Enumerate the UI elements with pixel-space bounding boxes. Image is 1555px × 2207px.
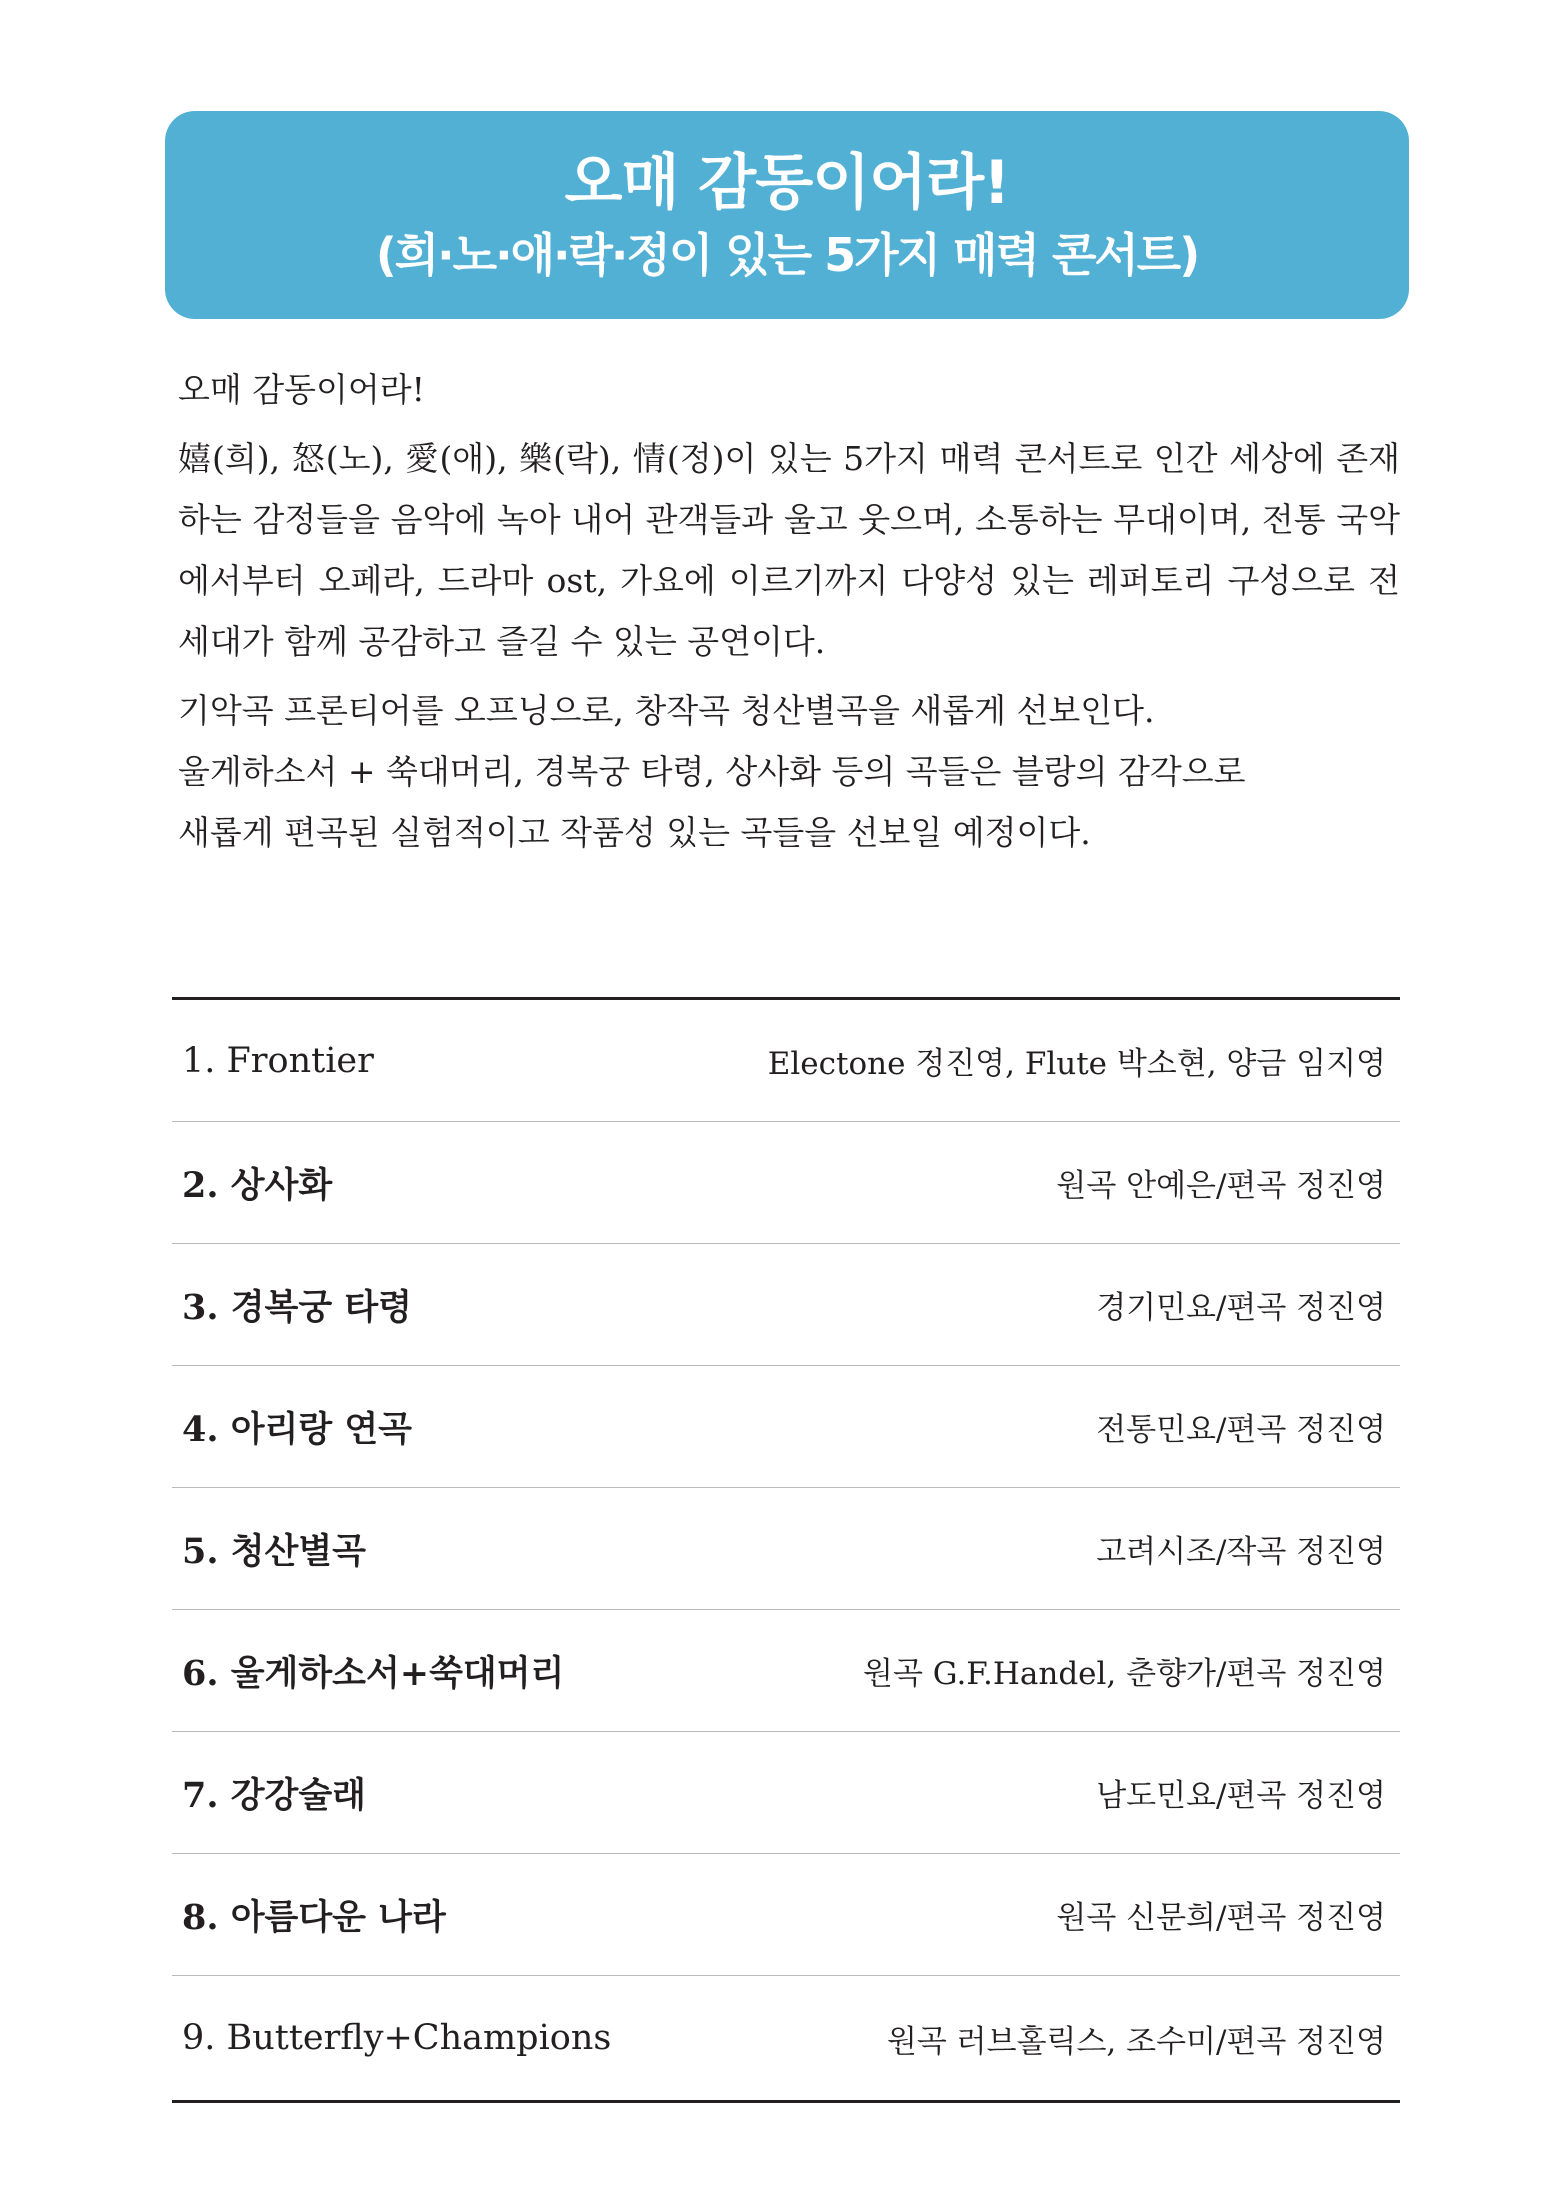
intro-paragraph-1: 嬉(희), 怒(노), 愛(애), 樂(락), 情(정)이 있는 5가지 매력 콘서트로 인간 세상에 존재하는 감정들을 음악에 녹아 내어 관객들과 울고 웃으며, 소통하는 무대이며, 전통 국악에서부터 오페라, 드라마 ost, 가요에 이르기까지 다양성 있는 레퍼토리 구성으로 전 세대가 함께 공감하고 즐길 수 있는 공연이다. [178, 439, 1400, 661]
intro-paragraph-2-line: 기악곡 프론티어를 오프닝으로, 창작곡 청산별곡을 새롭게 선보인다. [178, 691, 1155, 730]
intro-section [178, 360, 1400, 863]
program-title: 1. Frontier [182, 1040, 374, 1081]
program-row [172, 1732, 1400, 1854]
title-banner [165, 111, 1409, 319]
program-title: 4. 아리랑 연곡 [182, 1408, 412, 1450]
program-title: 2. 상사화 [182, 1164, 333, 1206]
intro-paragraph-2-line: 새롭게 편곡된 실험적이고 작품성 있는 곡들을 선보일 예정이다. [178, 813, 1091, 852]
program-credit: 원곡 러브홀릭스, 조수미/편곡 정진영 [886, 2023, 1386, 2060]
program-credit: 전통민요/편곡 정진영 [1096, 1412, 1386, 1448]
banner-subtitle: (희·노·애·락·정이 있는 5가지 매력 콘서트) [375, 228, 1199, 282]
banner-title: 오매 감동이어라! [564, 148, 1010, 218]
program-credit: 원곡 G.F.Handel, 춘향가/편곡 정진영 [863, 1656, 1386, 1692]
program-title: 9. Butterfly+Champions [182, 2018, 612, 2058]
program-row [172, 1366, 1400, 1488]
program-title: 6. 울게하소서+쑥대머리 [182, 1652, 565, 1694]
program-title: 5. 청산별곡 [182, 1530, 366, 1572]
program-credit: 원곡 안예은/편곡 정진영 [1056, 1168, 1386, 1204]
program-credit: 원곡 신문희/편곡 정진영 [1056, 1900, 1386, 1936]
program-credit: 고려시조/작곡 정진영 [1096, 1534, 1386, 1570]
program-list [172, 997, 1400, 2103]
program-row [172, 1488, 1400, 1610]
program-row [172, 1610, 1400, 1732]
intro-heading: 오매 감동이어라! [178, 370, 425, 409]
program-row [172, 1854, 1400, 1976]
intro-paragraph-2 [178, 680, 1400, 863]
program-credit: Electone 정진영, Flute 박소현, 양금 임지영 [767, 1046, 1386, 1082]
program-credit: 남도민요/편곡 정진영 [1096, 1778, 1386, 1814]
program-title: 7. 강강술래 [182, 1774, 366, 1816]
program-row [172, 1122, 1400, 1244]
program-title: 3. 경복궁 타령 [182, 1286, 412, 1328]
intro-paragraph-2-line: 울게하소서 + 쑥대머리, 경복궁 타령, 상사화 등의 곡들은 블랑의 감각으로 [178, 752, 1246, 791]
program-row [172, 1244, 1400, 1366]
program-title: 8. 아름다운 나라 [182, 1896, 446, 1938]
program-credit: 경기민요/편곡 정진영 [1096, 1290, 1386, 1326]
program-row [172, 1976, 1400, 2100]
program-row [172, 1000, 1400, 1122]
